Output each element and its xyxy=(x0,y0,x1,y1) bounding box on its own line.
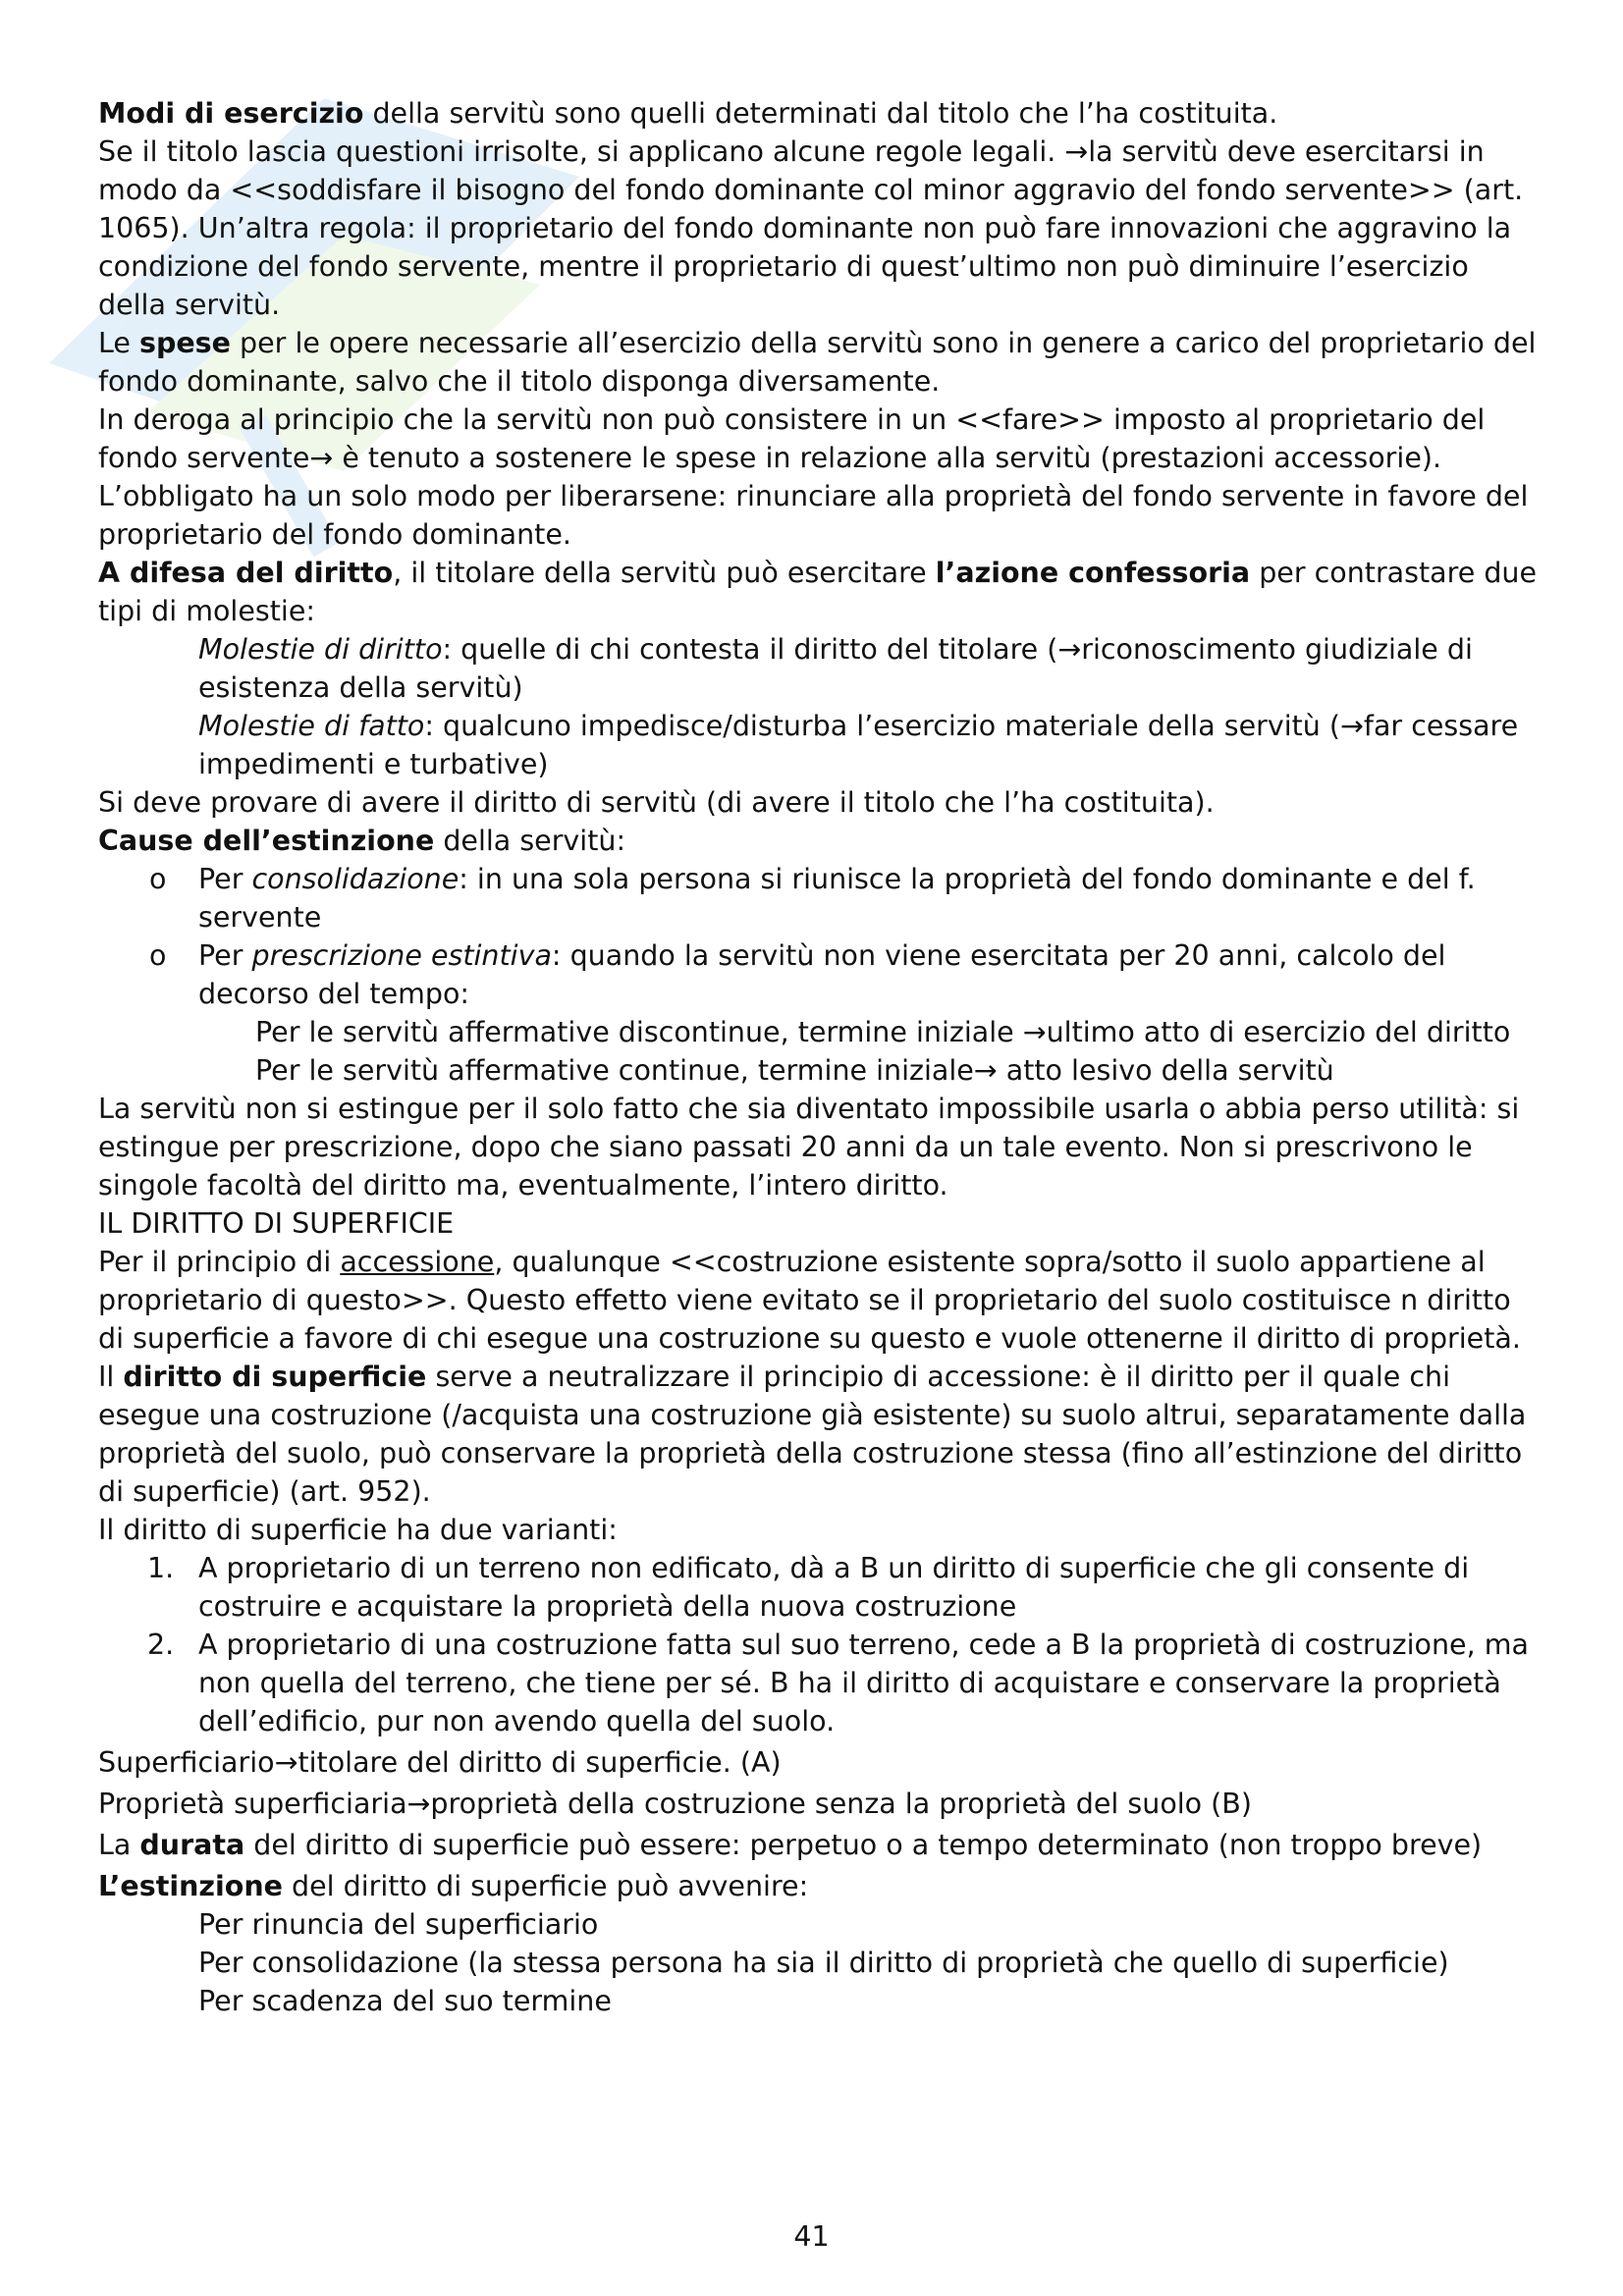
paragraph-varianti: Il diritto di superficie ha due varianti: xyxy=(98,1514,618,1546)
bullet-marker: o xyxy=(149,939,167,972)
paragraph-difesa-diritto: A difesa del diritto, il titolare della servitù può esercitare l’azione confessoria per contrastare due tipi di molestie: xyxy=(98,557,1538,627)
list-item-consolidazione: o Per consolidazione: in una sola persona si riunisce la proprietà del fondo dominante e del f. servente xyxy=(98,860,1542,936)
bullet-marker: o xyxy=(149,863,167,895)
sub-item-discontinue: Per le servitù affermative discontinue, termine iniziale →ultimo atto di esercizio del diritto xyxy=(255,1016,1511,1048)
paragraph-regole-legali: Se il titolo lascia questioni irrisolte, si applicano alcune regole legali. →la servitù deve esercitarsi in modo da <<soddisfare il bisogno del fondo dominante col minor aggravio del fondo servente>> (art. 1065). Un’altra regola: il proprietario del fondo dominante non può fare innovazioni che aggravino la condizione del fondo servente, mentre il proprietario di quest’ultimo non può diminuire l’esercizio della servitù. xyxy=(98,135,1524,321)
paragraph-cause-estinzione: Cause dell’estinzione della servitù: xyxy=(98,825,626,857)
molestie-di-fatto: Molestie di fatto: qualcuno impedisce/disturba l’esercizio materiale della servitù (→far cessare impedimenti e turbative) xyxy=(198,710,1519,780)
document-body xyxy=(98,94,1542,2020)
paragraph-estinzione: L’estinzione del diritto di superficie può avvenire: xyxy=(98,1870,809,1902)
paragraph-durata: La durata del diritto di superficie può essere: perpetuo o a tempo determinato (non troppo breve) xyxy=(98,1829,1483,1861)
paragraph-superficiario: Superficiario→titolare del diritto di superficie. (A) xyxy=(98,1746,782,1779)
estinzione-item-scadenza: Per scadenza del suo termine xyxy=(198,1985,612,2017)
paragraph-obbligato: L’obbligato ha un solo modo per liberarsene: rinunciare alla proprietà del fondo servente in favore del proprietario del fondo dominante. xyxy=(98,480,1529,551)
paragraph-modi-esercizio: Modi di esercizio della servitù sono quelli determinati dal titolo che l’ha costituita. xyxy=(98,97,1278,130)
paragraph-accessione: Per il principio di accessione, qualunque <<costruzione esistente sopra/sotto il suolo appartiene al proprietario di questo>>. Questo effetto viene evitato se il proprietario del suolo costituisce n diritto di superficie a favore di chi esegue una costruzione su questo e vuole ottenerne il diritto di proprietà. xyxy=(98,1246,1521,1355)
number-marker: 1. xyxy=(147,1552,175,1584)
sub-item-continue: Per le servitù affermative continue, termine iniziale→ atto lesivo della servitù xyxy=(255,1054,1334,1087)
estinzione-item-consolidazione: Per consolidazione (la stessa persona ha sia il diritto di proprietà che quello di superficie) xyxy=(198,1947,1449,1979)
paragraph-deroga: In deroga al principio che la servitù non può consistere in un <<fare>> imposto al proprietario del fondo servente→ è tenuto a sostenere le spese in relazione alla servitù (prestazioni accessorie). xyxy=(98,403,1486,474)
numbered-item-2: 2. A proprietario di una costruzione fatta sul suo terreno, cede a B la proprietà di costruzione, ma non quella del terreno, che tiene per sé. B ha il diritto di acquistare e conservare la proprietà dell’edificio, pur non avendo quella del suolo. xyxy=(98,1626,1542,1740)
number-marker: 2. xyxy=(147,1629,175,1661)
molestie-di-diritto: Molestie di diritto: quelle di chi contesta il diritto del titolare (→riconoscimento giudiziale di esistenza della servitù) xyxy=(198,633,1473,704)
numbered-item-1: 1. A proprietario di un terreno non edificato, dà a B un diritto di superficie che gli consente di costruire e acquistare la proprietà della nuova costruzione xyxy=(98,1549,1542,1626)
list-item-prescrizione: o Per prescrizione estintiva: quando la servitù non viene esercitata per 20 anni, calcolo del decorso del tempo: xyxy=(98,936,1542,1013)
section-heading: IL DIRITTO DI SUPERFICIE xyxy=(98,1207,455,1240)
paragraph-spese: Le spese per le opere necessarie all’esercizio della servitù sono in genere a carico del proprietario del fondo dominante, salvo che il titolo disponga diversamente. xyxy=(98,327,1537,398)
estinzione-item-rinuncia: Per rinuncia del superficiario xyxy=(198,1908,599,1941)
paragraph-prova: Si deve provare di avere il diritto di servitù (di avere il titolo che l’ha costituita). xyxy=(98,786,1215,819)
page-number: 41 xyxy=(793,2220,830,2253)
paragraph-proprieta-superficiaria: Proprietà superficiaria→proprietà della costruzione senza la proprietà del suolo (B) xyxy=(98,1788,1252,1820)
paragraph-non-si-estingue: La servitù non si estingue per il solo fatto che sia diventato impossibile usarla o abbia perso utilità: si estingue per prescrizione, dopo che siano passati 20 anni da un tale evento. Non si prescrivono le singole facoltà del diritto ma, eventualmente, l’intero diritto. xyxy=(98,1093,1520,1201)
paragraph-diritto-superficie: Il diritto di superficie serve a neutralizzare il principio di accessione: è il diritto per il quale chi esegue una costruzione (/acquista una costruzione già esistente) su suolo altrui, separatamente dalla proprietà del suolo, può conservare la proprietà della costruzione stessa (fino all’estinzione del diritto di superficie) (art. 952). xyxy=(98,1361,1527,1508)
